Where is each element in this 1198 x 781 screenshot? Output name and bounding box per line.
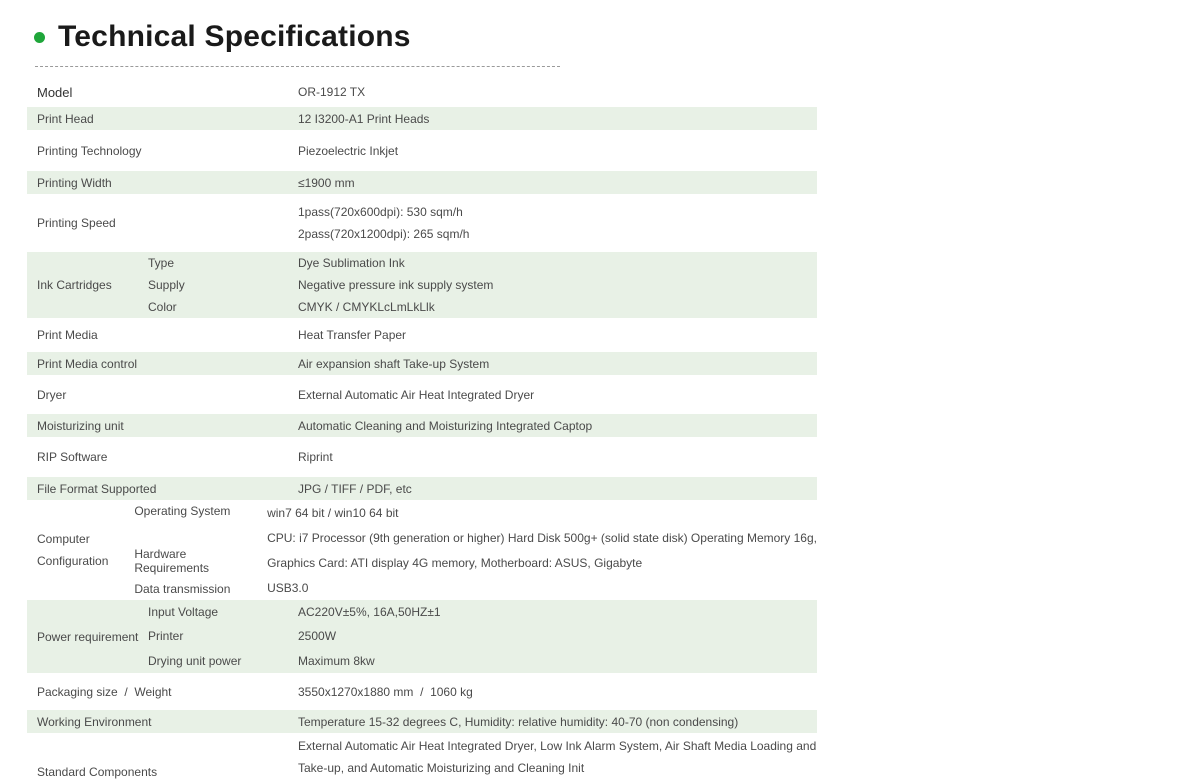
spec-value: Temperature 15-32 degrees C, Humidity: relative humidity: 40-70 (non condensing) [298,714,739,729]
spec-row-moisturizing-unit [27,414,817,437]
spec-value: AC220V±5%, 16A,50HZ±1 [298,605,441,620]
spec-row-model [27,77,817,107]
spec-sublabel [134,525,257,539]
spec-row-printing-width [27,171,817,194]
spec-value: Piezoelectric Inkjet [298,143,399,158]
section-header [34,18,411,56]
spec-label: Packaging size / Weight [37,684,172,699]
spec-value: 3550x1270x1880 mm / 1060 kg [298,684,473,699]
spec-sublabel: Drying unit power [148,653,242,668]
spec-sublabel: Data transmission [134,582,231,597]
spec-value: USB3.0 [267,580,309,595]
spec-value: Dye Sublimation Ink [298,256,405,270]
spec-value: External Automatic Air Heat Integrated Dryer, Low Ink Alarm System, Air Shaft Media Loading and [298,739,817,753]
spec-value: 2pass(720x1200dpi): 265 sqm/h [298,227,470,241]
page-title: Technical Specifications [58,20,411,53]
spec-row-print-media [27,318,817,352]
spec-row-printing-speed [27,194,817,252]
spec-value: Heat Transfer Paper [298,328,407,342]
spec-label: Print Media [37,328,98,342]
spec-sublabel: Operating System [134,503,231,518]
spec-value: 12 I3200-A1 Print Heads [298,111,430,126]
spec-label: Dryer [37,387,67,402]
spec-row-print-media-control [27,352,817,375]
spec-value: JPG / TIFF / PDF, etc [298,481,412,496]
spec-label: Print Media control [37,356,138,371]
spec-value: CPU: i7 Processor (9th generation or higher) Hard Disk 500g+ (solid state disk) Operating Memory 16g, [267,530,817,545]
spec-row-standard-components [27,733,817,781]
spec-row-computer-configuration [27,500,817,600]
spec-label: Power requirement [37,629,139,644]
spec-value: win7 64 bit / win10 64 bit [267,505,399,520]
spec-value: Take-up, and Automatic Moisturizing and Cleaning Init [298,761,585,775]
spec-label: Printing Speed [37,216,116,230]
spec-label: Printing Technology [37,143,142,158]
spec-row-ink-cartridges [27,252,817,318]
spec-value: CMYK / CMYKLcLmLkLlk [298,300,435,314]
spec-row-rip-software [27,437,817,477]
spec-sublabel: Color [148,300,177,314]
spec-value: External Automatic Air Heat Integrated Dryer [298,387,535,402]
spec-value: Negative pressure ink supply system [298,278,494,292]
spec-value: ≤1900 mm [298,175,355,190]
spec-value: 2500W [298,629,337,644]
spec-label: Computer Configuration [37,532,109,568]
spec-sublabel: Printer [148,629,184,644]
spec-sublabel: Type [148,256,175,270]
spec-value: Automatic Cleaning and Moisturizing Integrated Captop [298,418,593,433]
spec-label: Ink Cartridges [37,278,112,292]
spec-row-packaging [27,673,817,710]
spec-label: Moisturizing unit [37,418,124,433]
spec-label: RIP Software [37,450,108,464]
spec-row-file-format [27,477,817,500]
spec-row-power-requirement [27,600,817,673]
spec-value: OR-1912 TX [298,85,366,99]
spec-row-printing-technology [27,130,817,171]
spec-label: Standard Components [37,765,158,779]
spec-value: Riprint [298,450,333,464]
spec-row-dryer [27,375,817,414]
spec-sublabel: Supply [148,278,185,292]
spec-label: Working Environment [37,714,152,729]
spec-value: 1pass(720x600dpi): 530 sqm/h [298,205,463,219]
spec-value: Maximum 8kw [298,653,375,668]
spec-row-working-environment [27,710,817,733]
spec-sublabel: Input Voltage [148,605,219,620]
spec-label: Print Head [37,111,94,126]
dashed-divider [35,66,560,67]
spec-value: Graphics Card: ATI display 4G memory, Motherboard: ASUS, Gigabyte [267,555,643,570]
spec-label: File Format Supported [37,481,157,496]
spec-table [27,77,817,781]
bullet-dot-icon [34,32,45,43]
spec-label: Model [37,84,73,100]
spec-value: Air expansion shaft Take-up System [298,356,490,371]
spec-label: Printing Width [37,175,112,190]
spec-row-print-head [27,107,817,130]
spec-sublabel: Hardware Requirements [134,546,210,575]
